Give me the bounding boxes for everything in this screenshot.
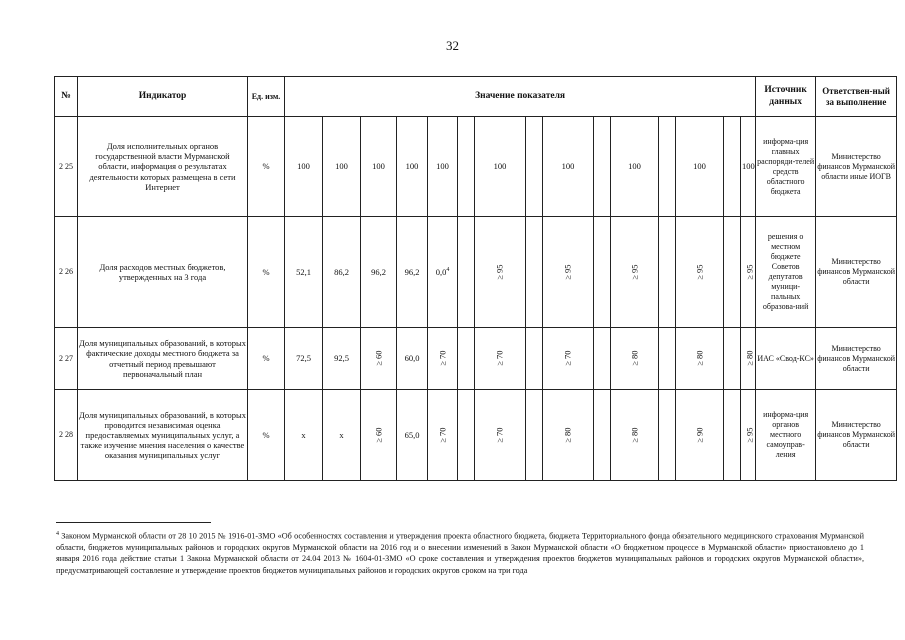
value-cell: [475, 390, 526, 481]
value-cell: 100: [543, 117, 594, 217]
source-cell: ИАС «Свод-КС»: [756, 328, 816, 390]
value-cell: [659, 390, 676, 481]
value-cell: [594, 217, 611, 328]
footnote-mark: 4: [56, 531, 59, 537]
table-row: [55, 117, 897, 217]
header-source: Источник данных: [756, 77, 816, 117]
value-cell: [659, 117, 676, 217]
value-rotated: ≥ 95: [744, 264, 755, 280]
value-cell: 60,0: [397, 328, 428, 390]
value-cell: 86,2: [323, 217, 361, 328]
value-cell: х: [285, 390, 323, 481]
row-number: 2 27: [55, 328, 78, 390]
table-row: [55, 328, 897, 390]
indicator-name: Доля муниципальных образований, в которых проводится независимая оценка предоставляемых муниципальных услуг, а также изучение мнения населения о качестве оказания муниципальных услуг: [78, 390, 248, 481]
value-cell: [458, 117, 475, 217]
value-rotated: ≥ 90: [694, 427, 705, 443]
value-rotated: ≥ 70: [562, 350, 573, 367]
value-rotated: ≥ 60: [373, 427, 384, 443]
value-cell: [594, 390, 611, 481]
value-rotated: ≥ 60: [373, 350, 384, 367]
value-cell: [475, 217, 526, 328]
value-cell: 96,2: [397, 217, 428, 328]
source-cell: информа-ция главных распоряди-телей средств областного бюджета: [756, 117, 816, 217]
table-row: [55, 390, 897, 481]
value-cell-footnoted: [428, 217, 458, 328]
value-cell: [676, 217, 724, 328]
value-cell: [526, 217, 543, 328]
indicator-name: Доля исполнительных органов государственной власти Мурманской области, информация о результатах деятельности которых размещена в сети Интернет: [78, 117, 248, 217]
value-cell: [611, 328, 659, 390]
value-rotated: ≥ 95: [494, 264, 505, 280]
footnote: [56, 530, 864, 576]
value-cell: 100: [361, 117, 397, 217]
value-cell: 100: [475, 117, 526, 217]
value-cell: [361, 390, 397, 481]
value-cell: [659, 328, 676, 390]
source-cell: решения о местном бюджете Советов депутатов муници-пальных образова-ний: [756, 217, 816, 328]
unit-cell: %: [248, 117, 285, 217]
value-rotated: ≥ 70: [494, 427, 505, 443]
table-row: [55, 217, 897, 328]
value-cell: [475, 328, 526, 390]
value-cell: 72,5: [285, 328, 323, 390]
value-rotated: ≥ 95: [744, 427, 755, 443]
header-unit: Ед. изм.: [248, 77, 285, 117]
value-rotated: ≥ 95: [562, 264, 573, 280]
footnote-ref[interactable]: 4: [446, 267, 450, 274]
unit-cell: %: [248, 328, 285, 390]
indicator-table: [54, 76, 897, 481]
value-rotated: ≥ 80: [562, 427, 573, 443]
value-cell: 65,0: [397, 390, 428, 481]
header-value: Значение показателя: [285, 77, 756, 117]
value-cell: [428, 328, 458, 390]
responsible-cell: Министерство финансов Мурманской области иные ИОГВ: [816, 117, 897, 217]
value-cell: х: [323, 390, 361, 481]
value-cell: [741, 328, 756, 390]
value-rotated: ≥ 80: [694, 350, 705, 367]
value-cell: 100: [676, 117, 724, 217]
value-cell: [361, 328, 397, 390]
row-number: 2 26: [55, 217, 78, 328]
responsible-cell: Министерство финансов Мурманской области: [816, 328, 897, 390]
value-cell: [458, 390, 475, 481]
value-cell: [676, 390, 724, 481]
footnote-text: Законом Мурманской области от 28 10 2015 № 1916-01-ЗМО «Об особенностях составления и утверждения проекта областного бюджета, бюджета Территориального фонда обязательного медицинского страхования Мурманской области, бюджетов муниципальных районов и городских округов Мурманской области на 2016 год и о внесении изменений в Закон Мурманской области «О бюджетном процессе в Мурманской области» приостановлено до 1 января 2016 года действие статьи 1 Закона Мурманской области от 24.04 2013 № 1604-01-ЗМО «О сроке составления и утверждения проектов бюджетов муниципальных районов и городских округов Мурманской области», предусматривающей составление и утверждение проектов бюджетов муниципальных районов и городских округов сроком на три года: [56, 531, 864, 575]
page-number: 32: [446, 38, 459, 53]
header-indicator: Индикатор: [78, 77, 248, 117]
header-num: №: [55, 77, 78, 117]
value-rotated: ≥ 95: [629, 264, 640, 280]
value-cell: 100: [397, 117, 428, 217]
value-cell: [594, 328, 611, 390]
value-cell: 96,2: [361, 217, 397, 328]
value-cell: 100: [285, 117, 323, 217]
value-cell: 92,5: [323, 328, 361, 390]
value-cell: [458, 217, 475, 328]
value-cell: [611, 217, 659, 328]
value-rotated: ≥ 70: [494, 350, 505, 367]
value-cell: 100: [611, 117, 659, 217]
value-cell: [543, 390, 594, 481]
value-cell: [543, 217, 594, 328]
indicator-name: Доля муниципальных образований, в которых фактические доходы местного бюджета за отчетный период превышают первоначальный план: [78, 328, 248, 390]
indicator-name: Доля расходов местных бюджетов, утвержденных на 3 года: [78, 217, 248, 328]
value-cell: [724, 117, 741, 217]
value-rotated: ≥ 95: [694, 264, 705, 280]
value-cell: [741, 390, 756, 481]
unit-cell: %: [248, 390, 285, 481]
value-cell: [526, 117, 543, 217]
header-responsible: Ответствен-ный за выполнение: [816, 77, 897, 117]
value-cell: 100: [428, 117, 458, 217]
value-cell: [724, 328, 741, 390]
value-cell: [594, 117, 611, 217]
responsible-cell: Министерство финансов Мурманской области: [816, 217, 897, 328]
value-cell: [724, 390, 741, 481]
source-cell: информа-ция органов местного самоуправ-ления: [756, 390, 816, 481]
value-cell: 100: [323, 117, 361, 217]
value-rotated: ≥ 70: [437, 350, 448, 367]
value-cell: [676, 328, 724, 390]
unit-cell: %: [248, 217, 285, 328]
footnote-divider: [56, 522, 211, 523]
value-cell: [611, 390, 659, 481]
value-rotated: ≥ 70: [437, 427, 448, 443]
responsible-cell: Министерство финансов Мурманской области: [816, 390, 897, 481]
value-text: 0,0: [435, 266, 447, 277]
value-rotated: ≥ 80: [629, 350, 640, 367]
value-cell: 100: [741, 117, 756, 217]
value-cell: [526, 328, 543, 390]
value-rotated: ≥ 80: [744, 350, 755, 367]
value-cell: [526, 390, 543, 481]
value-rotated: ≥ 80: [629, 427, 640, 443]
row-number: 2 25: [55, 117, 78, 217]
value-cell: [458, 328, 475, 390]
row-number: 2 28: [55, 390, 78, 481]
value-cell: [428, 390, 458, 481]
value-cell: [741, 217, 756, 328]
value-cell: [659, 217, 676, 328]
value-cell: [724, 217, 741, 328]
value-cell: 52,1: [285, 217, 323, 328]
value-cell: [543, 328, 594, 390]
